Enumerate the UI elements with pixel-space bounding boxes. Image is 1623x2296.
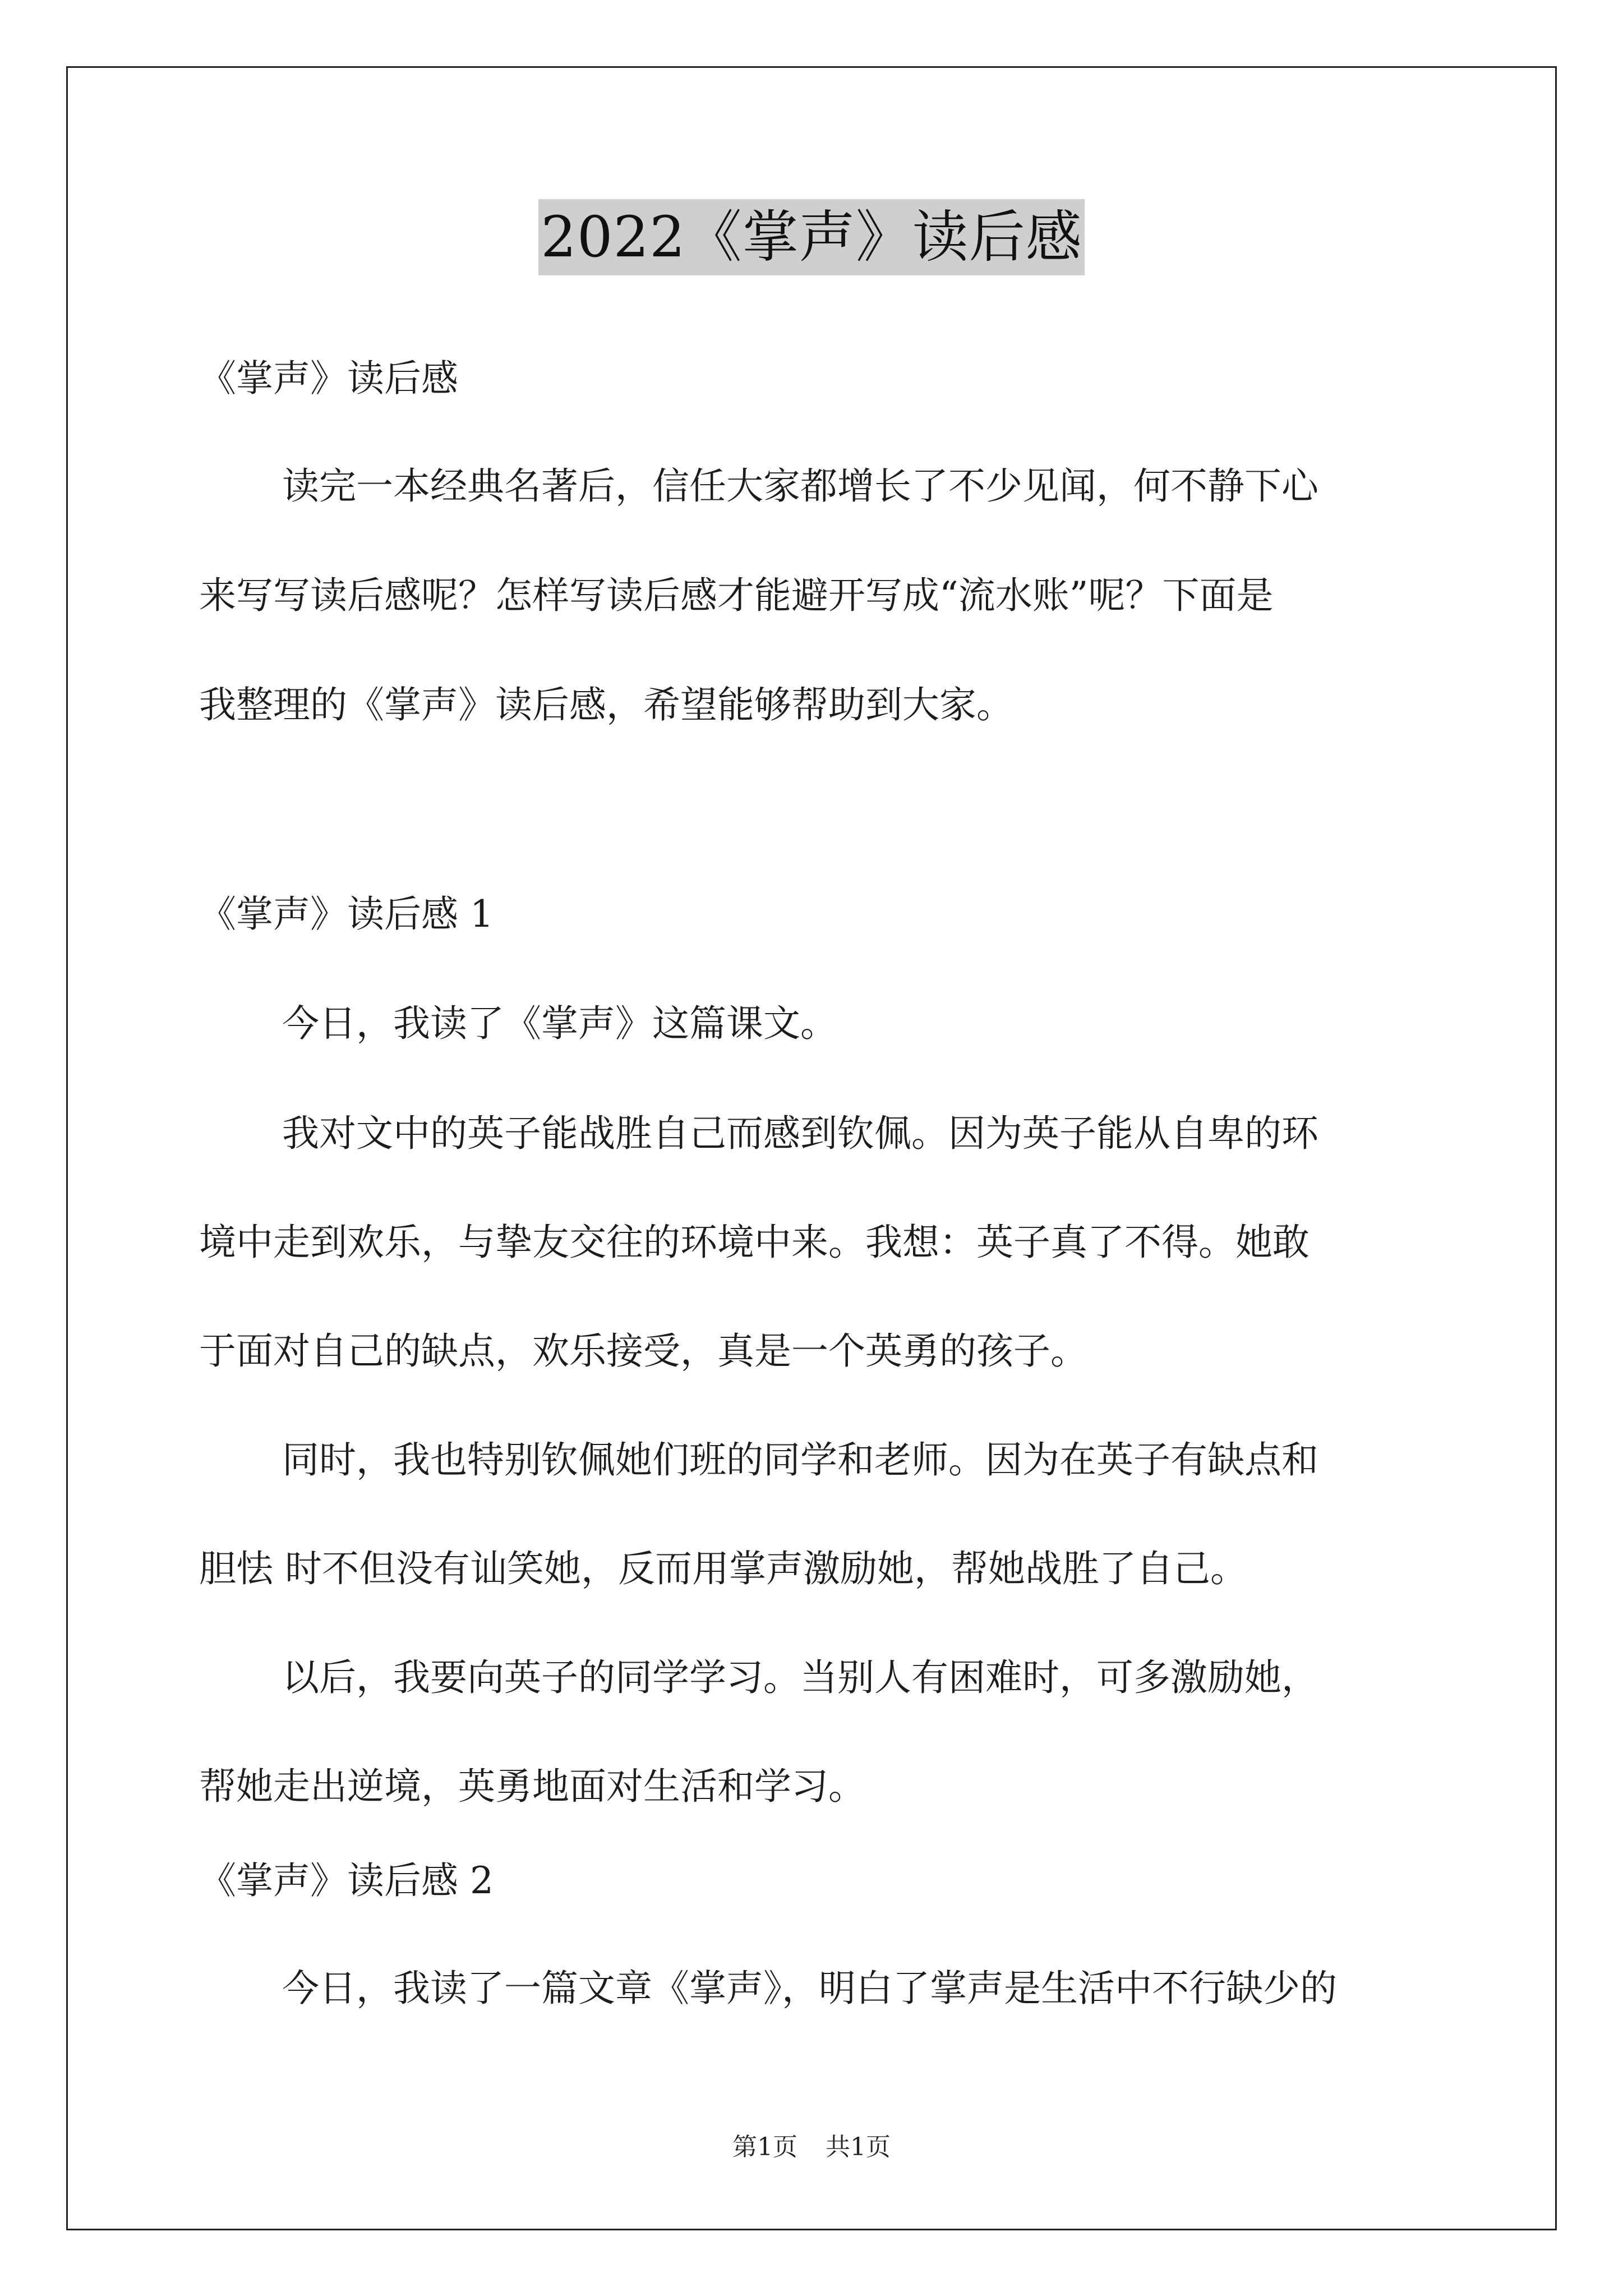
paragraph-line: 胆怯 时不但没有讪笑她，反而用掌声激励她，帮她战胜了自己。 xyxy=(199,1547,1247,1590)
document-title: 2022《掌声》读后感 xyxy=(538,199,1085,275)
section-heading: 《掌声》读后感 2 xyxy=(199,1859,494,1902)
section-heading: 《掌声》读后感 1 xyxy=(199,892,494,936)
paragraph-line: 同时，我也特别钦佩她们班的同学和老师。因为在英子有缺点和 xyxy=(282,1438,1318,1481)
paragraph-line: 读完一本经典名著后，信任大家都增长了不少见闻，何不静下心 xyxy=(282,464,1318,508)
paragraph-line: 于面对自己的缺点，欢乐接受，真是一个英勇的孩子。 xyxy=(199,1329,1087,1373)
paragraph-line: 以后，我要向英子的同学学习。当别人有困难时，可多激励她， xyxy=(282,1656,1318,1699)
paragraph-line: 来写写读后感呢？怎样写读后感才能避开写成“流水账”呢？下面是 xyxy=(199,574,1274,617)
page-number: 第1页 xyxy=(732,2133,797,2161)
paragraph-line: 帮她走出逆境，英勇地面对生活和学习。 xyxy=(199,1765,865,1808)
paragraph-line: 今日，我读了一篇文章《掌声》，明白了掌声是生活中不行缺少的 xyxy=(282,1967,1337,2010)
paragraph-line: 我整理的《掌声》读后感，希望能够帮助到大家。 xyxy=(199,683,1013,726)
page-footer xyxy=(0,2131,1623,2164)
paragraph-line: 今日，我读了《掌声》这篇课文。 xyxy=(282,1002,837,1045)
page-total: 共1页 xyxy=(826,2133,891,2161)
paragraph-line: 我对文中的英子能战胜自己而感到钦佩。因为英子能从自卑的环 xyxy=(282,1112,1318,1155)
title-container xyxy=(0,199,1623,275)
section-heading: 《掌声》读后感 xyxy=(199,357,458,400)
paragraph-line: 境中走到欢乐，与挚友交往的环境中来。我想：英子真了不得。她敢 xyxy=(199,1221,1310,1264)
